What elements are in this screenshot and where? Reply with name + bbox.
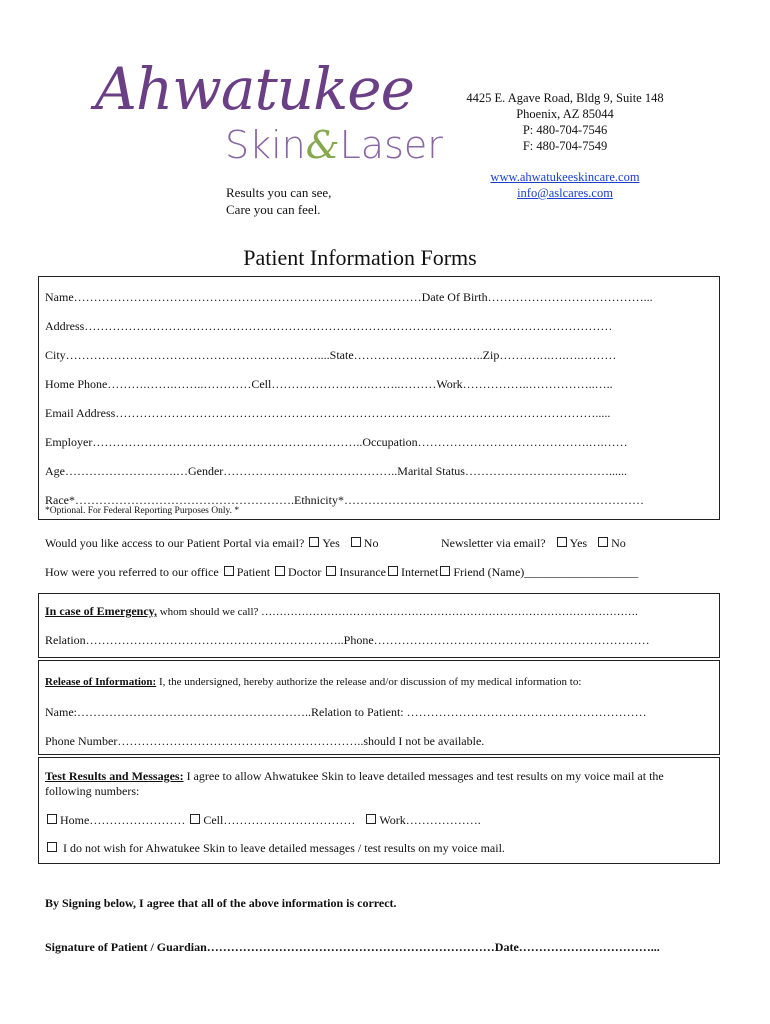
test-results-line xyxy=(45,769,664,784)
city-state-zip-field[interactable]: City………………………………………………………....State……………………….…..Zip………….….….……… xyxy=(45,348,617,362)
name-dob-field[interactable]: Name……………………………………………………………………………Date Of Birth…………………………………... xyxy=(45,290,653,304)
agreement-statement: By Signing below, I agree that all of the above information is correct. xyxy=(45,896,397,910)
email-field[interactable]: Email Address…………………………………………………………………………………………………………..... xyxy=(45,406,611,420)
referral-question-text: How were you referred to our office xyxy=(45,565,219,579)
practice-address xyxy=(440,90,690,154)
referral-internet-label: Internet xyxy=(401,565,439,579)
referral-internet-checkbox[interactable] xyxy=(388,566,398,576)
tagline-line2: Care you can feel. xyxy=(226,202,321,217)
release-name-field[interactable]: Name:…………………………………………………..Relation to Patient: …………………………………………………… xyxy=(45,705,647,719)
address-fax: F: 480-704-7549 xyxy=(522,139,608,153)
release-line xyxy=(45,676,581,688)
website-link[interactable]: www.ahwatukeeskincare.com xyxy=(490,170,640,184)
tagline-line1: Results you can see, xyxy=(226,185,332,200)
referral-patient-checkbox[interactable] xyxy=(224,566,234,576)
newsletter-no-checkbox[interactable] xyxy=(598,537,608,547)
referral-doctor-checkbox[interactable] xyxy=(275,566,285,576)
decline-text: I do not wish for Ahwatukee Skin to leave detailed messages / test results on my voice mail. xyxy=(63,841,505,855)
referral-insurance-label: Insurance xyxy=(339,565,386,579)
employer-field[interactable]: Employer…………………………………………………………..Occupation…………………………………….….…… xyxy=(45,435,628,449)
tagline xyxy=(226,184,331,218)
test-results-heading: Test Results and Messages: xyxy=(45,769,184,783)
cell-checkbox[interactable] xyxy=(190,814,200,824)
practice-logo xyxy=(95,55,443,170)
logo-script-text: Ahwatukee xyxy=(95,55,414,123)
emergency-heading: In case of Emergency, xyxy=(45,604,157,618)
referral-friend-checkbox[interactable] xyxy=(440,566,450,576)
address-phone: P: 480-704-7546 xyxy=(522,123,608,137)
portal-no-checkbox[interactable] xyxy=(351,537,361,547)
address-city: Phoenix, AZ 85044 xyxy=(516,107,614,121)
address-street: 4425 E. Agave Road, Bldg 9, Suite 148 xyxy=(466,91,664,105)
contact-links xyxy=(440,169,690,201)
emergency-text: whom should we call? …………………………………………………………………………………………. xyxy=(156,606,638,618)
newsletter-question xyxy=(441,536,626,551)
age-gender-marital-field[interactable]: Age……………………….…Gender……………………………………..Marital Status………………………………...... xyxy=(45,464,627,478)
newsletter-yes-checkbox[interactable] xyxy=(557,537,567,547)
email-link[interactable]: info@aslcares.com xyxy=(517,186,613,200)
portal-question-text: Would you like access to our Patient Portal via email? xyxy=(45,536,305,550)
phone-fields[interactable]: Home Phone……….…….……..…………Cell…………………….……..………Work……………..……………..….. xyxy=(45,377,613,391)
newsletter-question-text: Newsletter via email? xyxy=(441,536,546,550)
portal-yes-checkbox[interactable] xyxy=(309,537,319,547)
release-heading: Release of Information: xyxy=(45,676,157,688)
newsletter-yes-label: Yes xyxy=(569,536,588,550)
test-results-text: I agree to allow Ahwatukee Skin to leave detailed messages and test results on my voice mail at the xyxy=(183,769,664,783)
referral-insurance-checkbox[interactable] xyxy=(326,566,336,576)
logo-sub-left: Skin xyxy=(225,123,306,167)
portal-no-label: No xyxy=(363,536,379,550)
address-field[interactable]: Address…………………………………………………………………………………………………………………… xyxy=(45,319,613,333)
referral-doctor-label: Doctor xyxy=(288,565,322,579)
release-text: I, the undersigned, hereby authorize the release and/or discussion of my medical information to: xyxy=(156,676,582,688)
referral-friend-label: Friend (Name)___________________ xyxy=(453,565,639,579)
patient-info-box xyxy=(38,276,720,520)
emergency-box xyxy=(38,593,720,658)
emergency-relation-field[interactable]: Relation………………………………………………………..Phone…………………………………………………………… xyxy=(45,633,650,647)
portal-yes-label: Yes xyxy=(322,536,340,550)
referral-question xyxy=(45,565,638,580)
portal-question xyxy=(45,536,378,551)
logo-subtitle xyxy=(225,123,443,167)
release-phone-field[interactable]: Phone Number……………………………………………………..should I not be available. xyxy=(45,734,485,748)
logo-sub-right: Laser xyxy=(339,123,443,167)
optional-note: *Optional. For Federal Reporting Purposes Only. * xyxy=(45,506,240,516)
emergency-line[interactable] xyxy=(45,604,638,619)
signature-field[interactable]: Signature of Patient / Guardian………………………………………………………………Date……………………………... xyxy=(45,940,660,954)
test-results-line2: following numbers: xyxy=(45,784,140,798)
page-title: Patient Information Forms xyxy=(243,245,477,270)
newsletter-no-label: No xyxy=(611,536,626,550)
decline-line xyxy=(45,841,505,856)
referral-patient-label: Patient xyxy=(236,565,271,579)
work-checkbox[interactable] xyxy=(366,814,376,824)
test-results-numbers xyxy=(45,813,481,828)
decline-checkbox[interactable] xyxy=(47,842,57,852)
work-number-field[interactable]: Work………………. xyxy=(379,813,481,827)
cell-number-field[interactable]: Cell…………………………… xyxy=(203,813,356,827)
logo-sub-amp: & xyxy=(305,123,340,167)
home-number-field[interactable]: Home…………………… xyxy=(60,813,186,827)
home-checkbox[interactable] xyxy=(47,814,57,824)
race-ethnicity-field[interactable]: Race*……………………………………………….Ethnicity*………………………………………………………………… xyxy=(45,493,644,507)
